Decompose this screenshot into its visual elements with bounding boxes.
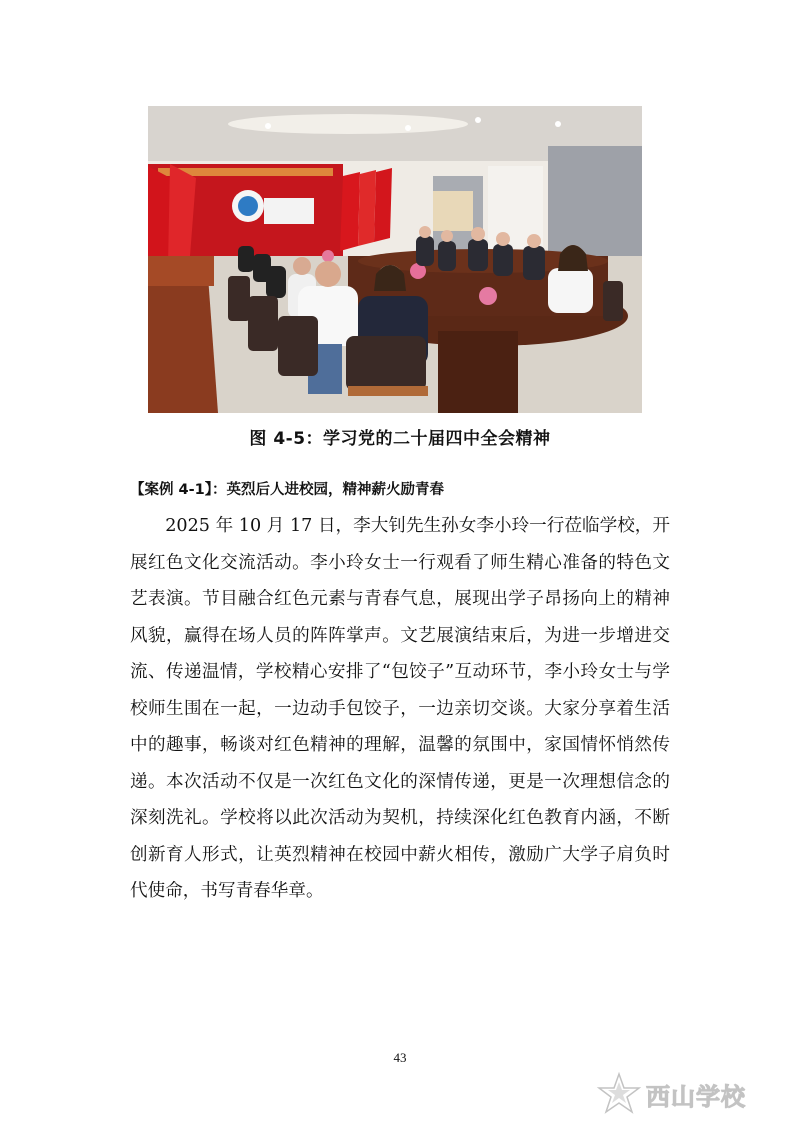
meeting-photo-illustration [148,106,642,413]
watermark-text: 西山学校 [646,1082,746,1111]
meeting-photo [148,106,642,413]
star-logo-icon [596,1072,642,1116]
case-body-paragraph: 2025 年 10 月 17 日，李大钊先生孙女李小玲一行莅临学校，开展红色文化交流活动。李小玲女士一行观看了师生精心准备的特色文艺表演。节目融合红色元素与青春气息，展现出学子昂扬向上的精神风貌，赢得在场人员的阵阵掌声。文艺展演结束后，为进一步增进交流、传递温情，学校精心安排了“包饺子”互动环节，李小玲女士与学校师生围在一起，一边动手包饺子，一边亲切交谈。大家分享着生活中的趣事，畅谈对红色精神的理解，温馨的氛围中，家国情怀悄然传递。本次活动不仅是一次红色文化的深情传递，更是一次理想信念的深刻洗礼。学校将以此次活动为契机，持续深化红色教育内涵，不断创新育人形式，让英烈精神在校园中薪火相传，激励广大学子肩负时代使命，书写青春华章。 [130,516,670,901]
page-number: 43 [393,1050,407,1065]
case-heading: 【案例 4-1】：英烈后人进校园，精神薪火励青春 [130,482,444,498]
figure-caption: 图 4-5：学习党的二十届四中全会精神 [249,429,551,449]
school-logo-watermark [596,1070,786,1118]
